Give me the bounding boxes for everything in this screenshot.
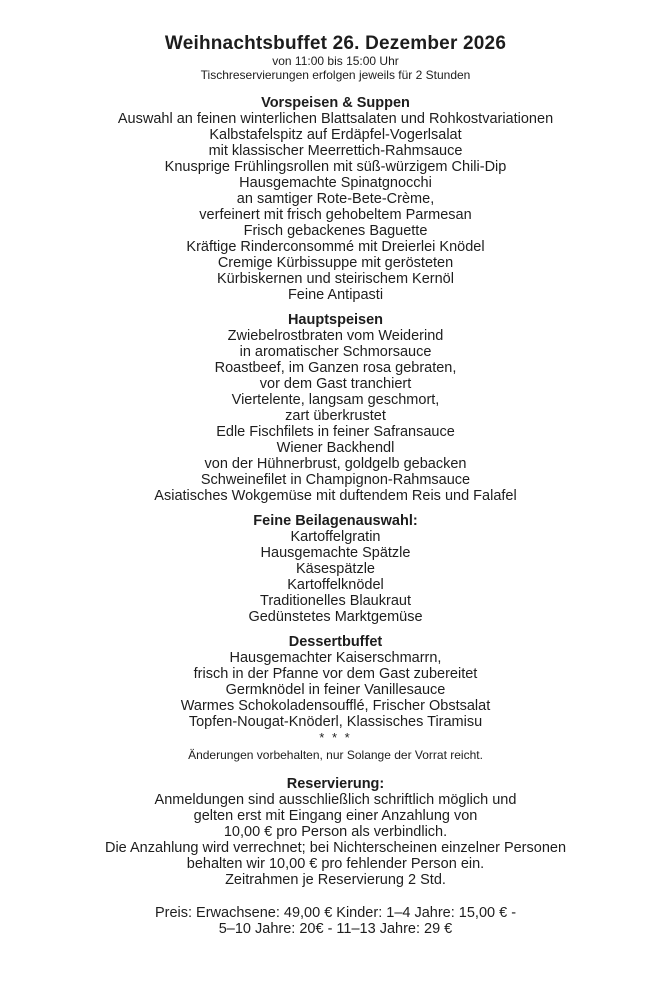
menu-line: verfeinert mit frisch gehobeltem Parmesan <box>199 207 472 223</box>
menu-line: frisch in der Pfanne vor dem Gast zubereitet <box>193 666 478 682</box>
section-hauptspeisen <box>0 312 671 504</box>
menu-line: Hausgemachter Kaiserschmarrn, <box>229 650 442 666</box>
section-heading: Dessertbuffet <box>288 634 383 650</box>
menu-subtitle-time: von 11:00 bis 15:00 Uhr <box>272 54 399 68</box>
menu-line: in aromatischer Schmorsauce <box>239 344 432 360</box>
menu-line: Knusprige Frühlingsrollen mit süß-würzigem Chili-Dip <box>164 159 507 175</box>
reservation-line: 10,00 € pro Person als verbindlich. <box>223 824 448 840</box>
reservation-line: gelten erst mit Eingang einer Anzahlung von <box>193 808 478 824</box>
reservation-line: Anmeldungen sind ausschließlich schriftlich möglich und <box>154 792 517 808</box>
section-reservierung <box>0 776 671 888</box>
menu-line: von der Hühnerbrust, goldgelb gebacken <box>204 456 467 472</box>
menu-line: Schweinefilet in Champignon-Rahmsauce <box>200 472 471 488</box>
menu-line: Zwiebelrostbraten vom Weiderind <box>227 328 444 344</box>
menu-line: Wiener Backhendl <box>276 440 395 456</box>
menu-line: an samtiger Rote-Bete-Crème, <box>236 191 435 207</box>
menu-line: Asiatisches Wokgemüse mit duftendem Reis und Falafel <box>154 488 517 504</box>
menu-title: Weihnachtsbuffet 26. Dezember 2026 <box>164 33 507 54</box>
menu-line: Kartoffelgratin <box>290 529 381 545</box>
menu-line: zart überkrustet <box>285 408 386 424</box>
section-beilagen <box>0 513 671 625</box>
menu-line: Hausgemachte Spinatgnocchi <box>239 175 432 191</box>
menu-line: Roastbeef, im Ganzen rosa gebraten, <box>214 360 457 376</box>
menu-line: Kräftige Rinderconsommé mit Dreierlei Knödel <box>186 239 485 255</box>
reservation-line: behalten wir 10,00 € pro fehlender Person ein. <box>186 856 485 872</box>
menu-subtitle-reservation-note: Tischreservierungen erfolgen jeweils für 2 Stunden <box>200 67 471 82</box>
menu-line: Gedünstetes Marktgemüse <box>248 609 423 625</box>
menu-line: Traditionelles Blaukraut <box>260 593 411 609</box>
section-heading: Reservierung: <box>286 776 385 792</box>
menu-line: Auswahl an feinen winterlichen Blattsalaten und Rohkostvariationen <box>117 111 554 127</box>
section-preis <box>0 905 671 937</box>
menu-line: Kalbstafelspitz auf Erdäpfel-Vogerlsalat <box>209 127 462 143</box>
menu-line: Cremige Kürbissuppe mit gerösteten <box>217 255 454 271</box>
price-line: Preis: Erwachsene: 49,00 € Kinder: 1–4 Jahre: 15,00 € - <box>154 905 517 921</box>
asterisk-divider: * * * <box>319 730 352 745</box>
reservation-line: Die Anzahlung wird verrechnet; bei Nichterscheinen einzelner Personen <box>104 840 567 856</box>
menu-line: Kürbiskernen und steirischem Kernöl <box>217 271 454 287</box>
menu-line: Kartoffelknödel <box>287 577 384 593</box>
menu-line: Topfen-Nougat-Knöderl, Klassisches Tiramisu <box>188 714 483 730</box>
disclaimer-text: Änderungen vorbehalten, nur Solange der Vorrat reicht. <box>188 748 483 762</box>
menu-line: Feine Antipasti <box>287 287 384 303</box>
menu-line: Warmes Schokoladensoufflé, Frischer Obstsalat <box>180 698 491 714</box>
menu-line: Hausgemachte Spätzle <box>260 545 411 561</box>
section-heading: Vorspeisen & Suppen <box>261 95 410 111</box>
menu-line: Edle Fischfilets in feiner Safransauce <box>216 424 455 440</box>
menu-line: vor dem Gast tranchiert <box>259 376 412 392</box>
menu-line: Käsespätzle <box>296 561 375 577</box>
section-vorspeisen-suppen <box>0 95 671 303</box>
menu-line: Viertelente, langsam geschmort, <box>231 392 440 408</box>
price-line: 5–10 Jahre: 20€ - 11–13 Jahre: 29 € <box>218 921 453 937</box>
menu-line: mit klassischer Meerrettich-Rahmsauce <box>208 143 463 159</box>
section-dessertbuffet <box>0 634 671 762</box>
section-heading: Hauptspeisen <box>287 312 384 328</box>
menu-line: Germknödel in feiner Vanillesauce <box>225 682 446 698</box>
menu-line: Frisch gebackenes Baguette <box>243 223 428 239</box>
reservation-line: Zeitrahmen je Reservierung 2 Std. <box>225 872 446 888</box>
section-heading: Feine Beilagenauswahl: <box>253 513 418 529</box>
